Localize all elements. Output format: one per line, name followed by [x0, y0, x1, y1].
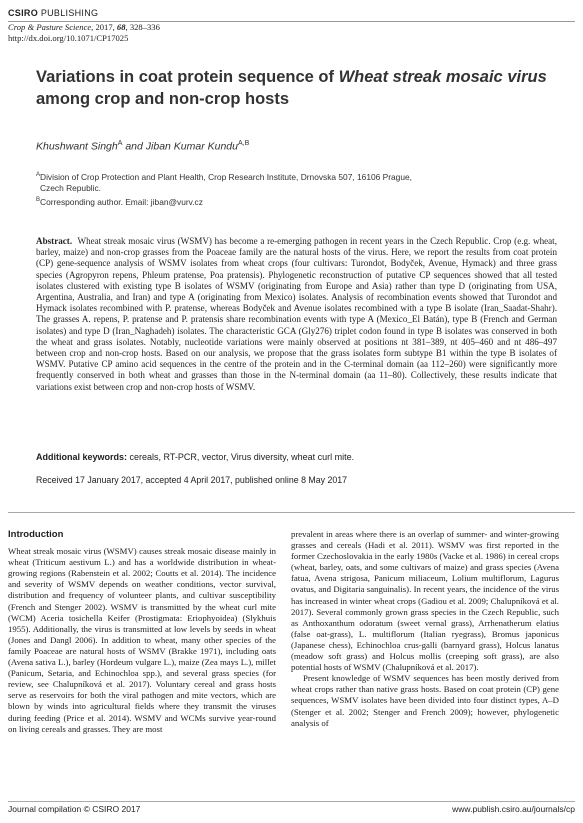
author-2: Jiban Kumar Kundu: [145, 140, 238, 153]
journal-pages: , 328–336: [125, 22, 160, 32]
title-part2: among crop and non-crop hosts: [36, 90, 290, 108]
journal-name: Crop & Pasture Science: [8, 22, 92, 32]
author-1-sup: A: [117, 140, 123, 147]
author-sep: and: [122, 140, 146, 153]
abstract-label: Abstract.: [36, 236, 73, 246]
abstract: [36, 236, 557, 393]
keywords-text: cereals, RT-PCR, vector, Virus diversity, wheat curl mite.: [127, 452, 355, 462]
intro-left-paragraph: Wheat streak mosaic virus (WSMV) causes streak mosaic disease mainly in wheat (Triticum aestivum L.) and has a worldwide distribution in wheat-growing regions (Rabenstein et al. 2002; Coutts et al. 2014). The incidence and severity of WSMV depends on weather conditions, vector survival, distribution and frequency of volunteer plants, and cultivar susceptibility (French and Stenger 2002). WSMV is transmitted by the wheat curl mite (WCM) Aceria tosichella Keifer (Prostigmata: Eriophyoidea) (Slykhuis 1955). Additionally, the virus is transmitted at low levels by seeds in wheat (Jones and Dangl 2006). In addition to wheat, many other species of the family Poaceae are natural hosts of WSMV (Brakke 1971), including oats (Avena sativa L.), barley (Hordeum vulgare L.), maize (Zea mays L.), millet (Panicum, Setaria, and Echinochloa spp.), and several grass species (for review, see Chalupníková et al. 2017). Voluntary cereal and grass hosts serve as reservoirs for both the viral pathogen and mite vectors, which are blown by winds into agricultural fields where they transmit the viruses during feeding (Price et al. 2014). WSMV and WCMs survive year-round on living cereals and grasses. They are most: [8, 546, 276, 734]
intro-right-paragraph-1: prevalent in areas where there is an overlap of summer- and winter-growing grasses and cereals (Hadi et al. 2011). WSMV was first reported in the former Czechoslovakia in the early 1980s (Vacke et al. 1986) in cereal crops (wheat, barley, oats, and some cultivars of maize) and grass species (Avena fatua, Avena strigosa, Panicum miliaceum, Lolium multiflorum, Lagurus ovatus, and Digitaria sanguinalis). In recent years, the incidence of the virus has increased in winter wheat crops (Gadiou et al. 2009; Chalupníková et al. 2017). Several commonly grown grass species in the Czech Republic, such as Anthoxanthum odoratum (sweet vernal grass), Arrhenatherum elatius (false oat-grass), L. multiflorum (Italian ryegrass), Bromus japonicus (Japanese chess), Echinochloa crus-galli (barnyard grass), Holcus lanatus (meadow soft grass) and Holcus mollis (creeping soft grass), are also potential hosts of WSMV (Chalupníková et al. 2017).: [291, 529, 559, 673]
publisher-bold: CSIRO: [8, 8, 39, 18]
keywords: [36, 452, 557, 462]
abstract-text: Wheat streak mosaic virus (WSMV) has become a re-emerging pathogen in recent years in the Czech Republic. Crop (e.g. wheat, barley, maize) and non-crop grasses from the Poaceae family are the natural hosts of the virus. Here, we report the results from coat protein (CP) gene-sequence analysis of WSMV isolates from wheat crops (four cultivars: Turondot, Bodyček, Avenue, Hymack) and three grass species (Agropyron repens, Phleum pratense, Poa pratensis). Phylogenetic reconstruction of putative CP sequences showed that all tested isolates clustered with existing type B isolates of WSMV (originating from Europe and Asia) rather than type D (originating from USA, Argentina, Australia, and Iran) and type A (originating from Mexico) isolates. Analysis of recombination events showed that Turondot and Hymack isolates recombined with P. pratense, whereas Bodyček and Avenue isolates recombined with a type B isolate (Iran_Saadat-Shahr). The grasses A. repens, P. pratense and P. pratensis share recombination events with type A (Mexico_El Batán), type B (French and German isolates) and type D (Iran_Naghadeh) isolates. The characteristic GCA (Gly276) triplet codon found in type B isolates was conserved in both the wheat and grass isolates. Notably, nucleotide variations were mainly observed at positions nt 381–389, nt 405–460 and nt 486–497 between crop and non-crop hosts. Based on our analysis, we propose that the grass isolates form subtype B1 within the type B isolates of WSMV. Putative CP amino acid sequences in the centre of the protein and in the C-terminal domain (aa 112–260) were significantly more frequently conserved in both wheat and grasses than those in the N-terminal domain (aa 11–80). Collectively, these results indicate that variations exist between crop and non-crop hosts of WSMV.: [36, 236, 557, 392]
publisher-logo: [8, 8, 98, 18]
received-dates: Received 17 January 2017, accepted 4 April 2017, published online 8 May 2017: [36, 475, 348, 485]
affil-a-text2: Czech Republic.: [40, 183, 101, 194]
journal-volume: 68: [116, 22, 126, 32]
affil-b-text: Corresponding author. Email: jiban@vurv.cz: [40, 196, 203, 207]
title-italic: Wheat streak mosaic virus: [338, 68, 547, 86]
intro-left-column: [8, 529, 276, 735]
keywords-label: Additional keywords:: [36, 452, 128, 462]
article-title: [36, 66, 553, 110]
journal-year: , 2017,: [91, 22, 117, 32]
affil-a-text: Division of Crop Protection and Plant Health, Crop Research Institute, Drnovska 507, 16106 Prague,: [40, 171, 412, 182]
author-2-sup: A,B: [238, 140, 250, 147]
authors: [36, 140, 249, 153]
intro-right-column: [291, 529, 559, 729]
doi-link[interactable]: http://dx.doi.org/10.1071/CP17025: [8, 32, 129, 43]
footer-divider: [8, 801, 575, 802]
affiliations: [36, 170, 553, 208]
intro-heading: Introduction: [8, 529, 64, 540]
author-1: Khushwant Singh: [36, 140, 118, 153]
affil-b-sup: B: [36, 196, 41, 203]
journal-meta: [8, 22, 160, 43]
footer-url[interactable]: www.publish.csiro.au/journals/cp: [452, 804, 575, 814]
intro-right-paragraph-2: Present knowledge of WSMV sequences has been mostly derived from wheat crops rather than native grass hosts. Based on coat protein (CP) gene sequences, WSMV isolates have been divided into four distinct types, A–D (Stenger et al. 2002; Stenger and French 2009); however, phylogenetic analysis of: [291, 673, 559, 728]
affil-a-sup: A: [36, 172, 41, 178]
footer-copyright: Journal compilation © CSIRO 2017: [8, 804, 141, 814]
publisher-rest: PUBLISHING: [38, 8, 99, 18]
title-part1: Variations in coat protein sequence of: [36, 68, 339, 86]
section-divider: [8, 512, 575, 513]
